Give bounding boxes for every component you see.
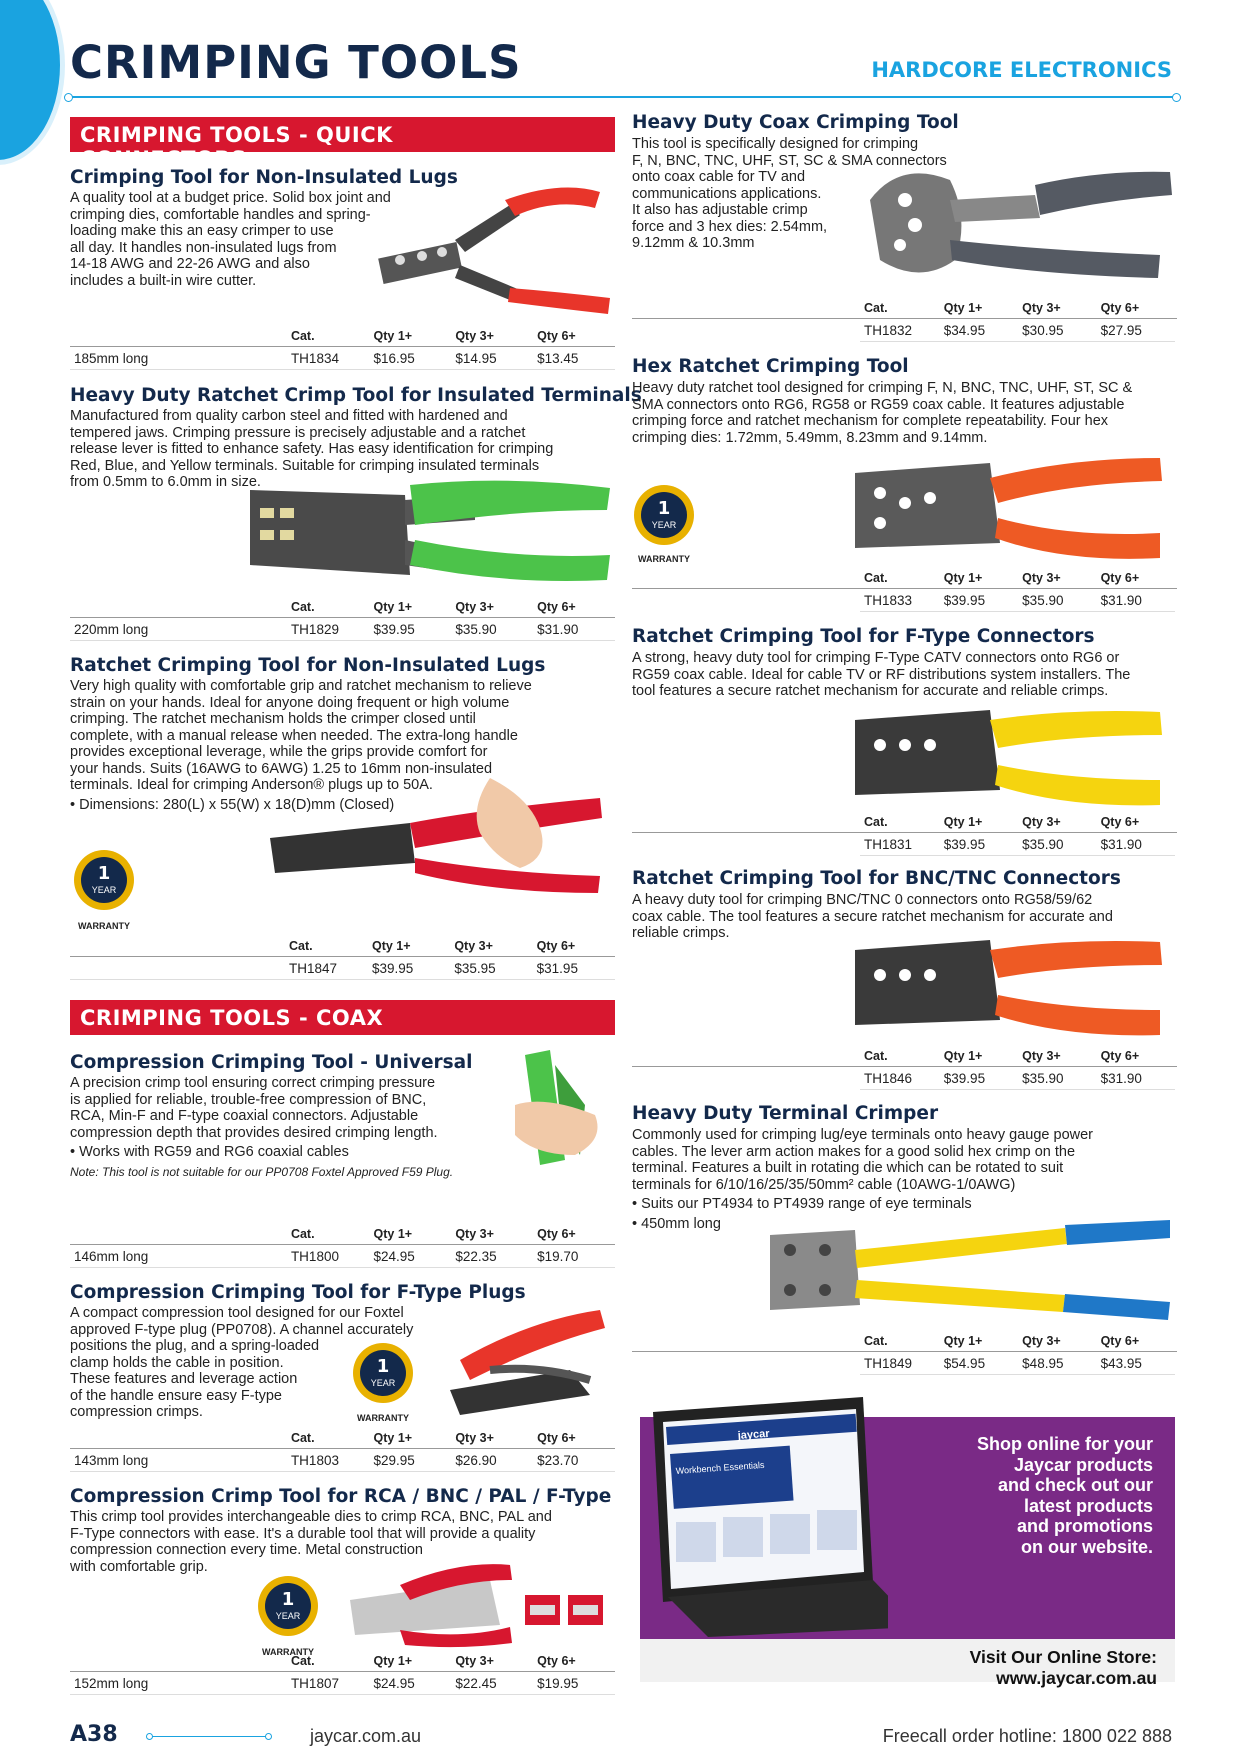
col-q6: Qty 6+: [536, 939, 576, 953]
desc-line: F-Type connectors with ease. It's a durable tool that will provide a quality: [70, 1525, 536, 1542]
table-row: [860, 319, 1175, 342]
badge-warranty: WARRANTY: [357, 1413, 409, 1423]
col-cat: Cat.: [864, 1049, 888, 1063]
col-q3: Qty 3+: [455, 329, 494, 343]
section-banner-coax: [70, 1000, 615, 1035]
size-cell: 220mm long: [70, 618, 287, 641]
price-table: [70, 1651, 615, 1695]
col-q6: Qty 6+: [1100, 1049, 1140, 1063]
col-cat: Cat.: [290, 600, 315, 614]
desc-line: RCA, Min-F and F-type coaxial connectors. Adjustable: [70, 1108, 419, 1124]
promo-line: and check out our: [997, 1475, 1153, 1495]
size-cell: 152mm long: [70, 1672, 287, 1695]
price-cell: $34.95: [940, 319, 1018, 342]
desc-line: all day. It handles non-insulated lugs from: [70, 239, 337, 256]
col-cat: Cat.: [864, 571, 888, 585]
promo-line: Shop online for your: [977, 1434, 1153, 1454]
badge-year: YEAR: [91, 885, 117, 895]
desc-line: Manufactured from quality carbon steel and fitted with hardened and: [70, 408, 508, 424]
product-title: Heavy Duty Ratchet Crimp Tool for Insulated Terminals: [70, 385, 642, 406]
badge-year: YEAR: [651, 520, 677, 530]
col-cat: Cat.: [289, 939, 313, 953]
desc-line: SMA connectors onto RG6, RG58 or RG59 coax cable. It features adjustable: [632, 396, 1125, 413]
price-cell: $13.45: [533, 347, 615, 370]
price-table: [70, 326, 615, 370]
col-q6: Qty 6+: [1100, 571, 1140, 585]
desc-line: strain on your hands. Ideal for anyone doing frequent or high volume: [70, 694, 510, 711]
cat-cell: TH1833: [860, 589, 940, 612]
desc-line: of the handle ensure easy F-type: [70, 1387, 282, 1404]
col-q3: Qty 3+: [454, 939, 493, 953]
desc-line: includes a built-in wire cutter.: [70, 272, 257, 289]
price-cell: $35.90: [1018, 833, 1096, 856]
desc-line: RG59 coax cable. Ideal for cable TV or RF distributions system installers. The: [632, 666, 1131, 683]
desc-line: complete, with a manual release when needed. The extra-long handle: [70, 727, 518, 744]
table-row: [70, 957, 615, 980]
price-table: [70, 936, 615, 980]
price-cell: $14.95: [451, 347, 533, 370]
tablet-image: [618, 1392, 888, 1637]
badge-number: 1: [97, 863, 111, 884]
warranty-badge-icon: [345, 1340, 425, 1430]
desc-line: reliable crimps.: [632, 925, 730, 941]
crimper-red-image: [370, 180, 615, 315]
col-cat: Cat.: [290, 1227, 315, 1241]
cat-cell: TH1807: [287, 1672, 370, 1695]
col-cat: Cat.: [290, 329, 315, 343]
product-title: Compression Crimping Tool - Universal: [70, 1052, 473, 1073]
section-title: CRIMPING TOOLS - QUICK CONNECTORS: [80, 123, 393, 171]
size-cell: 143mm long: [70, 1449, 287, 1472]
cat-cell: TH1849: [860, 1352, 940, 1375]
page-title: CRIMPING TOOLS: [70, 36, 522, 89]
col-q1: Qty 1+: [943, 815, 983, 829]
crimper-hand-image: [270, 778, 610, 913]
price-table: [860, 568, 1175, 612]
col-q3: Qty 3+: [455, 1227, 494, 1241]
desc-line: This tool is specifically designed for crimping: [632, 136, 919, 152]
col-q1: Qty 1+: [943, 1334, 983, 1348]
col-q1: Qty 1+: [943, 1049, 983, 1063]
product-bullet: • Works with RG59 and RG6 coaxial cables: [70, 1144, 349, 1160]
promo-line: on our website.: [1020, 1536, 1153, 1557]
product-title: Ratchet Crimping Tool for F-Type Connectors: [632, 626, 1095, 647]
badge-year: YEAR: [275, 1611, 301, 1621]
col-q1: Qty 1+: [373, 1227, 413, 1241]
desc-line: compression crimps.: [70, 1404, 203, 1420]
price-cell: $39.95: [368, 957, 450, 980]
col-q1: Qty 1+: [373, 329, 413, 343]
price-cell: $31.90: [1097, 833, 1175, 856]
crimper-yellow-image: [850, 700, 1170, 810]
col-q6: Qty 6+: [537, 600, 576, 614]
desc-line: A compact compression tool designed for our Foxtel: [70, 1305, 404, 1321]
promo-line: and promotions: [1017, 1516, 1153, 1536]
desc-line: communications applications.: [632, 185, 822, 202]
price-cell: $19.70: [533, 1245, 615, 1268]
divider: [632, 1066, 1177, 1067]
col-q1: Qty 1+: [373, 1654, 413, 1668]
col-q6: Qty 6+: [1100, 815, 1140, 829]
cat-cell: TH1831: [860, 833, 940, 856]
price-cell: $19.95: [533, 1672, 615, 1695]
page-number: A38: [70, 1722, 118, 1747]
price-cell: $43.95: [1097, 1352, 1175, 1375]
warranty-badge-icon: [626, 482, 706, 572]
product-description: [632, 380, 1177, 446]
price-table: [860, 1046, 1175, 1090]
desc-line: F, N, BNC, TNC, UHF, ST, SC & SMA connectors: [632, 152, 947, 169]
desc-line: force and 3 hex dies: 2.54mm,: [632, 218, 828, 235]
col-cat: Cat.: [864, 301, 888, 315]
price-table: [860, 298, 1175, 342]
desc-line: It also has adjustable crimp: [632, 202, 808, 218]
price-cell: $27.95: [1097, 319, 1175, 342]
desc-line: crimping force and ratchet mechanism for complete repeatability. Four hex: [632, 413, 1109, 429]
price-table: [70, 1224, 615, 1268]
desc-line: cables. The lever arm action makes for a good solid hex crimp on the: [632, 1143, 1076, 1160]
product-title: Heavy Duty Terminal Crimper: [632, 1103, 939, 1124]
col-q3: Qty 3+: [1022, 571, 1061, 585]
price-cell: $31.90: [533, 618, 615, 641]
col-cat: Cat.: [290, 1654, 315, 1668]
table-row: [70, 618, 615, 641]
price-cell: $48.95: [1018, 1352, 1096, 1375]
badge-warranty: WARRANTY: [262, 1647, 314, 1657]
product-description: [70, 678, 615, 794]
table-row: [70, 1672, 615, 1695]
product-description: [632, 650, 1177, 700]
col-q3: Qty 3+: [455, 1431, 494, 1445]
product-description: [70, 408, 615, 491]
promo-visit: [970, 1647, 1157, 1689]
price-cell: $39.95: [940, 833, 1018, 856]
desc-line: These features and leverage action: [70, 1371, 298, 1387]
brand-label: HARDCORE ELECTRONICS: [871, 58, 1172, 82]
col-q6: Qty 6+: [1100, 301, 1140, 315]
price-cell: $39.95: [370, 618, 452, 641]
price-cell: $35.90: [1018, 589, 1096, 612]
desc-line: A heavy duty tool for crimping BNC/TNC 0 connectors onto RG58/59/62: [632, 892, 1093, 908]
cat-cell: TH1834: [287, 347, 370, 370]
size-cell: [70, 957, 285, 980]
cat-cell: TH1829: [287, 618, 370, 641]
price-table: [70, 597, 615, 641]
product-description: [70, 1075, 490, 1141]
col-cat: Cat.: [290, 1431, 315, 1445]
desc-line: crimping dies, comfortable handles and spring-: [70, 206, 371, 223]
desc-line: tempered jaws. Crimping pressure is precisely adjustable and a ratchet: [70, 424, 526, 441]
table-row: [860, 589, 1175, 612]
desc-line: terminal. Features a built in rotating die which can be rotated to suit: [632, 1160, 1064, 1176]
cat-cell: TH1832: [860, 319, 940, 342]
divider: [632, 588, 1177, 589]
section-suffix: CONTINUED: [250, 156, 329, 169]
col-q3: Qty 3+: [1022, 1049, 1061, 1063]
screen-brand: jaycar: [737, 1427, 770, 1442]
price-cell: $35.95: [450, 957, 532, 980]
badge-number: 1: [281, 1589, 295, 1610]
footer-site-link[interactable]: jaycar.com.au: [310, 1726, 422, 1746]
desc-line: tool features a secure ratchet mechanism for accurate and reliable crimps.: [632, 683, 1109, 699]
col-cat: Cat.: [864, 815, 888, 829]
col-q1: Qty 1+: [373, 600, 413, 614]
promo-line: latest products: [1023, 1495, 1153, 1516]
col-cat: Cat.: [864, 1334, 888, 1348]
product-bullet: • Dimensions: 280(L) x 55(W) x 18(D)mm (Closed): [70, 797, 395, 813]
desc-line: loading make this an easy crimper to use: [70, 223, 334, 239]
price-cell: $31.90: [1097, 589, 1175, 612]
desc-line: release lever is fitted to enhance safety. Has easy identification for crimping: [70, 441, 554, 457]
promo-text: [923, 1434, 1153, 1557]
desc-line: crimping. The ratchet mechanism holds the crimper closed until: [70, 711, 476, 727]
col-q3: Qty 3+: [455, 600, 494, 614]
store-link[interactable]: www.jaycar.com.au: [996, 1668, 1157, 1688]
price-cell: $22.45: [451, 1672, 533, 1695]
product-bullet: • 450mm long: [632, 1216, 721, 1232]
price-cell: $39.95: [940, 589, 1018, 612]
product-title: Heavy Duty Coax Crimping Tool: [632, 112, 959, 133]
cat-cell: TH1800: [287, 1245, 370, 1268]
table-row: [70, 1245, 615, 1268]
price-cell: $22.35: [451, 1245, 533, 1268]
divider: [632, 318, 1177, 319]
col-q6: Qty 6+: [537, 329, 576, 343]
compression-tool-ftype-image: [430, 1300, 615, 1425]
desc-line: with comfortable grip.: [70, 1558, 208, 1575]
desc-line: compression depth that provides desired crimping length.: [70, 1124, 438, 1141]
col-q6: Qty 6+: [537, 1654, 576, 1668]
table-row: [860, 1352, 1175, 1375]
price-cell: $29.95: [370, 1449, 452, 1472]
price-cell: $24.95: [370, 1245, 452, 1268]
badge-number: 1: [376, 1356, 390, 1377]
col-q6: Qty 6+: [537, 1227, 576, 1241]
product-title: Ratchet Crimping Tool for BNC/TNC Connectors: [632, 868, 1121, 889]
col-q6: Qty 6+: [537, 1431, 576, 1445]
price-table: [860, 1331, 1175, 1375]
badge-year: YEAR: [370, 1378, 396, 1388]
visit-label: Visit Our Online Store:: [969, 1647, 1157, 1667]
compression-tool-green-image: [505, 1045, 615, 1170]
desc-line: Commonly used for crimping lug/eye terminals onto heavy gauge power: [632, 1127, 1094, 1143]
price-cell: $24.95: [370, 1672, 452, 1695]
desc-line: from 0.5mm to 6.0mm in size.: [70, 474, 261, 490]
desc-line: 9.12mm & 10.3mm: [632, 235, 755, 251]
product-title: Compression Crimp Tool for RCA / BNC / PAL / F-Type: [70, 1486, 612, 1507]
col-q1: Qty 1+: [943, 301, 983, 315]
cat-cell: TH1846: [860, 1067, 940, 1090]
cat-cell: TH1803: [287, 1449, 370, 1472]
desc-line: provides exceptional leverage, while the grips provide comfort for: [70, 744, 488, 760]
crimper-orange-hex-image: [850, 453, 1170, 563]
divider: [632, 1351, 1177, 1352]
price-cell: $31.90: [1097, 1067, 1175, 1090]
price-cell: $30.95: [1018, 319, 1096, 342]
col-q1: Qty 1+: [943, 571, 983, 585]
col-q3: Qty 3+: [1022, 815, 1061, 829]
desc-line: terminals. Ideal for crimping Anderson® plugs up to 50A.: [70, 777, 433, 793]
price-cell: $35.90: [451, 618, 533, 641]
footer-rule: [150, 1736, 268, 1737]
product-description: [632, 1127, 1177, 1193]
desc-line: compression connection every time. Metal construction: [70, 1542, 423, 1558]
col-q3: Qty 3+: [455, 1654, 494, 1668]
desc-line: crimping dies: 1.72mm, 5.49mm, 8.23mm and 9.14mm.: [632, 429, 988, 446]
terminal-crimper-yellow-blue-image: [765, 1220, 1175, 1320]
col-q6: Qty 6+: [1100, 1334, 1140, 1348]
product-title: Ratchet Crimping Tool for Non-Insulated Lugs: [70, 655, 546, 676]
desc-line: A precision crimp tool ensuring correct crimping pressure: [70, 1075, 436, 1091]
badge-warranty: WARRANTY: [638, 554, 690, 564]
desc-line: is applied for reliable, trouble-free compression of BNC,: [70, 1091, 427, 1108]
price-cell: $16.95: [370, 347, 452, 370]
badge-warranty: WARRANTY: [78, 921, 130, 931]
product-bullet: • Suits our PT4934 to PT4939 range of eye terminals: [632, 1196, 972, 1212]
crimper-grey-image: [860, 160, 1180, 290]
crimper-orange-bnc-image: [850, 930, 1170, 1040]
section-title: CRIMPING TOOLS - COAX: [80, 1006, 384, 1030]
table-row: [70, 347, 615, 370]
price-cell: $26.90: [451, 1449, 533, 1472]
col-q3: Qty 3+: [1022, 1334, 1061, 1348]
table-row: [70, 1449, 615, 1472]
desc-line: positions the plug, and a spring-loaded: [70, 1338, 320, 1354]
desc-line: A strong, heavy duty tool for crimping F-Type CATV connectors onto RG6 or: [632, 650, 1120, 666]
desc-line: Red, Blue, and Yellow terminals. Suitable for crimping insulated terminals: [70, 457, 540, 474]
desc-line: approved F-type plug (PP0708). A channel accurately: [70, 1321, 414, 1338]
price-cell: $23.70: [533, 1449, 615, 1472]
col-q3: Qty 3+: [1022, 301, 1061, 315]
col-q1: Qty 1+: [372, 939, 411, 953]
desc-line: 14-18 AWG and 22-26 AWG and also: [70, 256, 310, 272]
footer-hotline: Freecall order hotline: 1800 022 888: [882, 1726, 1172, 1746]
badge-number: 1: [657, 498, 671, 519]
product-title: Hex Ratchet Crimping Tool: [632, 356, 909, 377]
desc-line: coax cable. The tool features a secure ratchet mechanism for accurate and: [632, 908, 1113, 925]
price-cell: $31.95: [533, 957, 615, 980]
desc-line: clamp holds the cable in position.: [70, 1354, 284, 1371]
table-row: [860, 1067, 1175, 1090]
product-title: Crimping Tool for Non-Insulated Lugs: [70, 167, 458, 188]
corner-tab: [0, 0, 65, 165]
section-banner-quick: [70, 117, 615, 171]
screen-heading: Workbench Essentials: [675, 1459, 765, 1476]
price-cell: $35.90: [1018, 1067, 1096, 1090]
table-row: [860, 833, 1175, 856]
desc-line: A quality tool at a budget price. Solid box joint and: [70, 190, 391, 206]
warranty-badge-icon: [66, 847, 146, 937]
size-cell: 146mm long: [70, 1245, 287, 1268]
divider: [632, 832, 1177, 833]
price-cell: $39.95: [940, 1067, 1018, 1090]
size-cell: 185mm long: [70, 347, 287, 370]
header-rule: [70, 96, 1175, 98]
price-table: [70, 1428, 615, 1472]
crimper-green-image: [245, 480, 615, 590]
warranty-badge-icon: [250, 1573, 330, 1663]
compression-tool-rca-image: [340, 1555, 615, 1650]
promo-line: Jaycar products: [1013, 1454, 1153, 1475]
price-table: [860, 812, 1175, 856]
desc-line: Very high quality with comfortable grip and ratchet mechanism to relieve: [70, 678, 532, 694]
cat-cell: TH1847: [285, 957, 368, 980]
desc-line: This crimp tool provides interchangeable dies to crimp RCA, BNC, PAL and: [70, 1509, 552, 1525]
desc-line: terminals for 6/10/16/25/35/50mm² cable (10AWG-1/0AWG): [632, 1176, 1016, 1193]
product-title: Compression Crimping Tool for F-Type Plugs: [70, 1282, 526, 1303]
product-note: Note: This tool is not suitable for our PP0708 Foxtel Approved F59 Plug.: [70, 1165, 454, 1179]
price-cell: $54.95: [940, 1352, 1018, 1375]
desc-line: Heavy duty ratchet tool designed for crimping F, N, BNC, TNC, UHF, ST, SC &: [632, 380, 1133, 396]
col-q1: Qty 1+: [373, 1431, 413, 1445]
desc-line: your hands. Suits (16AWG to 6AWG) 1.25 to 16mm non-insulated: [70, 760, 493, 777]
desc-line: onto coax cable for TV and: [632, 169, 806, 185]
promo-panel: [640, 1392, 1175, 1688]
